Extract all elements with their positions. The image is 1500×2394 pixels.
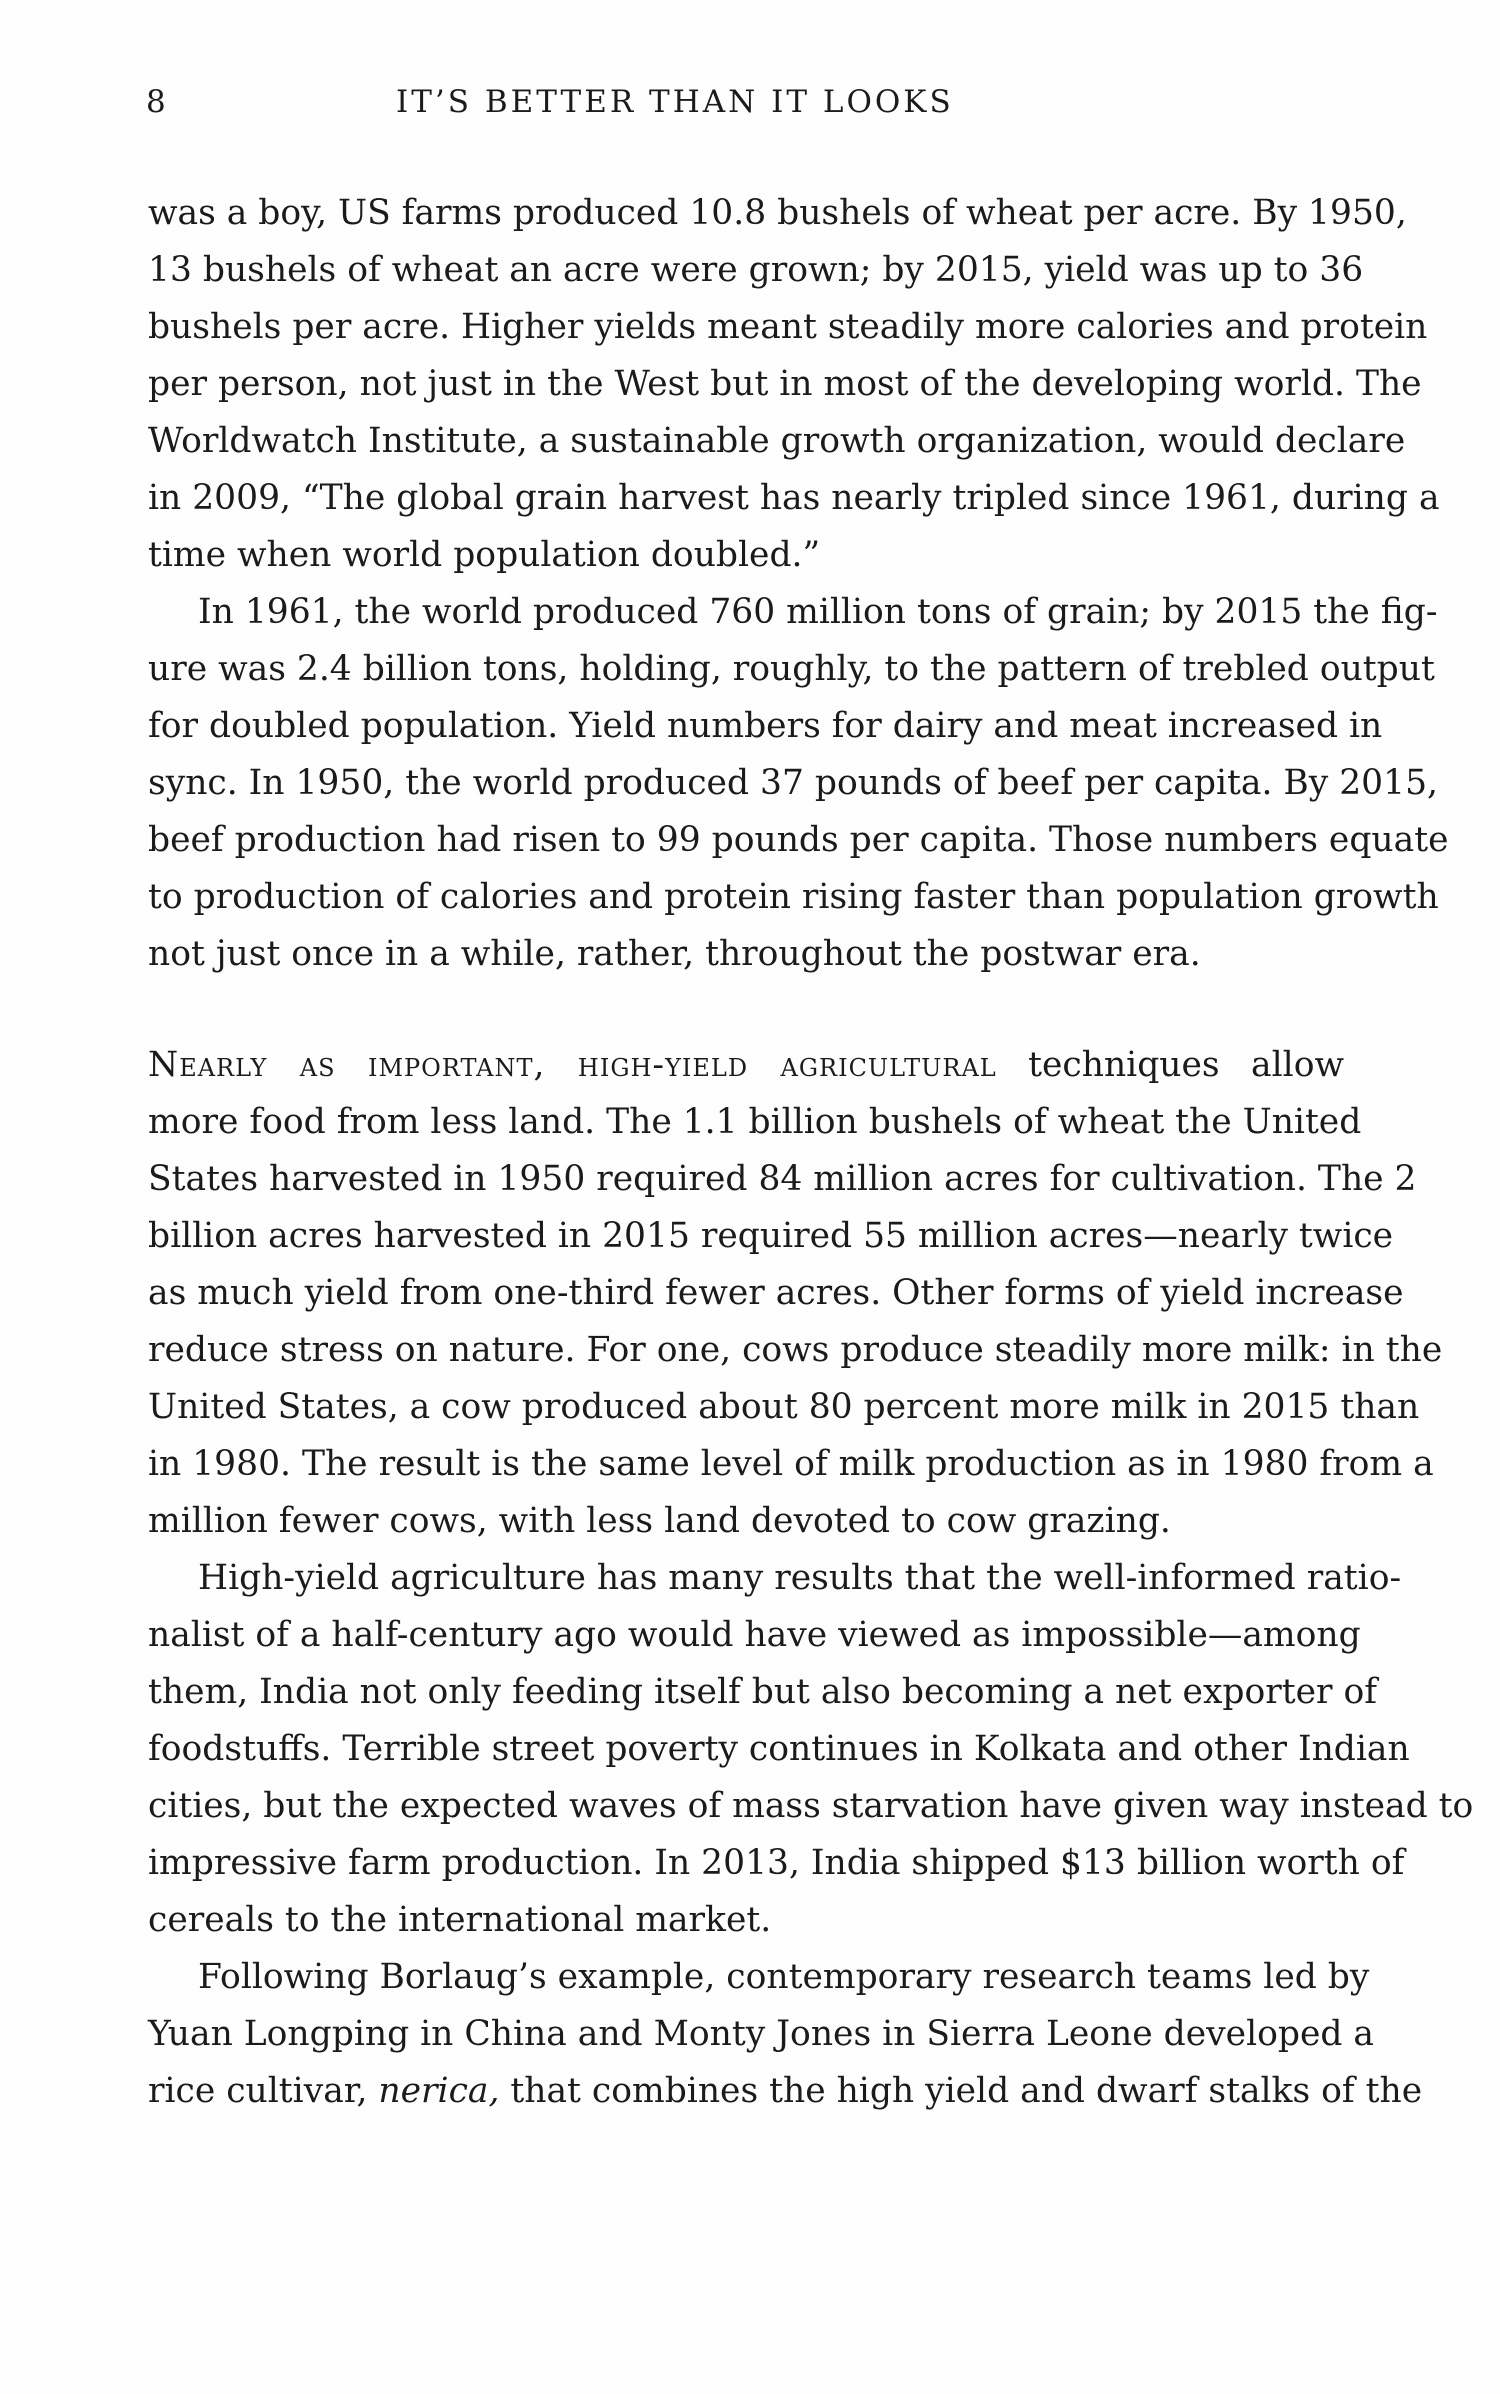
- page-header: [146, 84, 1346, 134]
- text-line: Following Borlaug’s example, contemporary research teams led by: [198, 1957, 1370, 1997]
- line-text-before: rice cultivar,: [148, 2071, 379, 2111]
- text-line: [148, 2063, 1423, 2120]
- text-line: million fewer cows, with less land devoted to cow grazing.: [148, 1501, 1171, 1541]
- text-line: billion acres harvested in 2015 required 55 million acres—nearly twice: [148, 1216, 1394, 1256]
- text-line: 13 bushels of wheat an acre were grown; by 2015, yield was up to 36: [148, 250, 1364, 290]
- text-line: cities, but the expected waves of mass starvation have given way instead to: [148, 1786, 1474, 1826]
- text-line: for doubled population. Yield numbers for dairy and meat increased in: [148, 706, 1383, 746]
- text-line: time when world population doubled.”: [148, 535, 821, 575]
- text-line: States harvested in 1950 required 84 million acres for cultivation. The 2: [148, 1159, 1417, 1199]
- text-line: as much yield from one-third fewer acres. Other forms of yield increase: [148, 1273, 1404, 1313]
- text-line: United States, a cow produced about 80 percent more milk in 2015 than: [148, 1387, 1420, 1427]
- text-line: beef production had risen to 99 pounds per capita. Those numbers equate: [148, 820, 1449, 860]
- paragraph-1: [148, 185, 1440, 584]
- paragraph-2: [148, 584, 1449, 983]
- text-line: per person, not just in the West but in most of the developing world. The: [148, 364, 1422, 404]
- paragraph-4: [148, 1550, 1474, 1949]
- paragraph-5: [148, 1949, 1423, 2120]
- text-line: [148, 1037, 1344, 1094]
- running-head: IT’S BETTER THAN IT LOOKS: [396, 84, 954, 120]
- text-line: them, India not only feeding itself but also becoming a net exporter of: [148, 1672, 1378, 1712]
- italic-term: nerica,: [378, 2071, 500, 2111]
- text-line: more food from less land. The 1.1 billion bushels of wheat the United: [148, 1102, 1362, 1142]
- text-line: reduce stress on nature. For one, cows produce steadily more milk: in the: [148, 1330, 1443, 1370]
- page-number: 8: [146, 84, 167, 120]
- text-line: High-yield agriculture has many results that the well-informed ratio-: [198, 1558, 1402, 1598]
- smallcaps-lead: Nearly as important, high-yield agricultural: [148, 1045, 997, 1085]
- text-line: bushels per acre. Higher yields meant steadily more calories and protein: [148, 307, 1428, 347]
- text-line: foodstuffs. Terrible street poverty continues in Kolkata and other Indian: [148, 1729, 1410, 1769]
- text-line: sync. In 1950, the world produced 37 pounds of beef per capita. By 2015,: [148, 763, 1438, 803]
- text-line: cereals to the international market.: [148, 1900, 772, 1940]
- first-line-rest: techniques allow: [996, 1045, 1344, 1085]
- body-text: [148, 185, 1474, 2120]
- text-line: Worldwatch Institute, a sustainable growth organization, would declare: [148, 421, 1406, 461]
- line-text-after: that combines the high yield and dwarf stalks of the: [499, 2071, 1423, 2111]
- text-line: nalist of a half-century ago would have viewed as impossible—among: [148, 1615, 1361, 1655]
- text-line: not just once in a while, rather, throughout the postwar era.: [148, 934, 1201, 974]
- text-line: impressive farm production. In 2013, India shipped $13 billion worth of: [148, 1843, 1405, 1883]
- text-line: in 2009, “The global grain harvest has nearly tripled since 1961, during a: [148, 478, 1440, 518]
- text-line: in 1980. The result is the same level of milk production as in 1980 from a: [148, 1444, 1434, 1484]
- text-line: ure was 2.4 billion tons, holding, roughly, to the pattern of trebled output: [148, 649, 1435, 689]
- paragraph-3: [148, 1037, 1443, 1550]
- text-line: was a boy, US farms produced 10.8 bushels of wheat per acre. By 1950,: [148, 193, 1407, 233]
- text-line: In 1961, the world produced 760 million tons of grain; by 2015 the fig-: [198, 592, 1438, 632]
- section-break: [148, 983, 1344, 1037]
- text-line: Yuan Longping in China and Monty Jones in Sierra Leone developed a: [148, 2014, 1374, 2054]
- text-line: to production of calories and protein rising faster than population growth: [148, 877, 1439, 917]
